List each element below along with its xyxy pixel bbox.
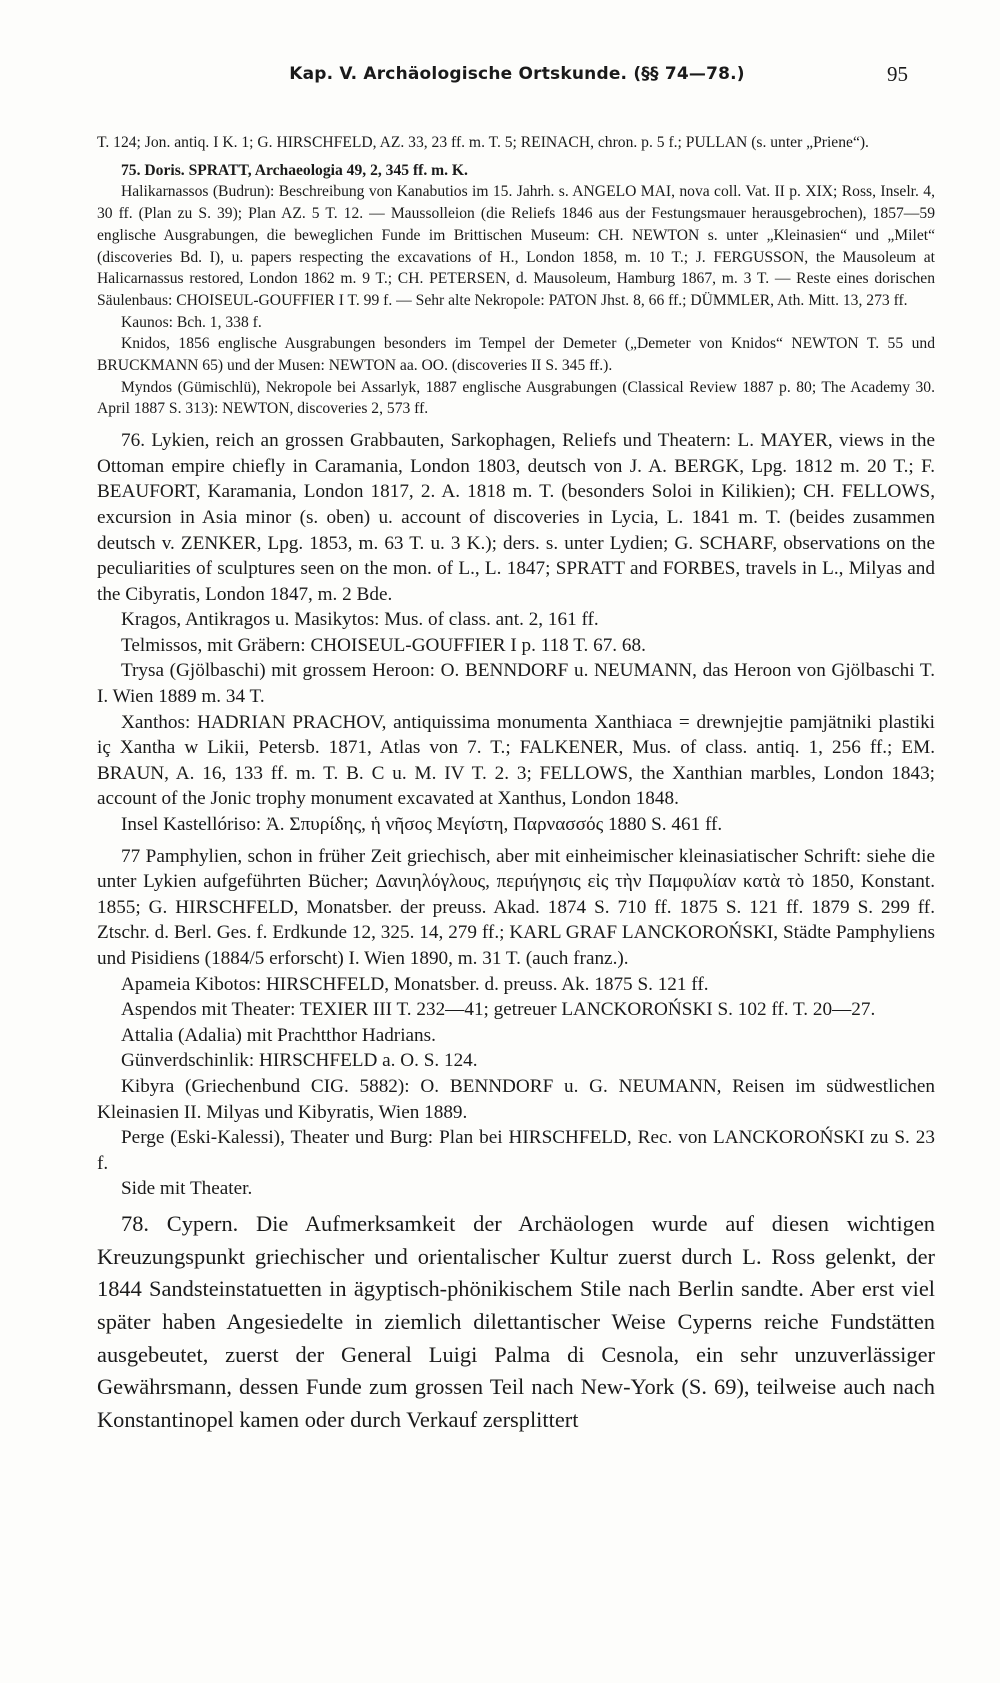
paragraph-kastelloriso: Insel Kastellóriso: Ἀ. Σπυρίδης, ἡ νῆσος Μεγίστη, Παρνασσός 1880 S. 461 ff.	[121, 814, 723, 836]
paragraph-telmissos: Telmissos, mit Gräbern: CHOISEUL-GOUFFIER I p. 118 T. 67. 68.	[121, 634, 646, 656]
running-title: Kap. V. Archäologische Ortskunde. (§§ 74—78.)	[289, 64, 745, 84]
page-number: 95	[887, 62, 908, 86]
paragraph-knidos: Knidos, 1856 englische Ausgrabungen besonders im Tempel der Demeter („Demeter von Knidos“ NEWTON T. 55 und BRUCKMANN 65) und der Musen: NEWTON aa. OO. (discoveries II S. 345 ff.).	[97, 335, 935, 375]
paragraph-myndos: Myndos (Gümischlü), Nekropole bei Assarlyk, 1887 englische Ausgrabungen (Classical Review 1887 p. 80; The Academy 30. April 1887 S. 313): NEWTON, discoveries 2, 573 ff.	[97, 378, 935, 418]
paragraph-side: Side mit Theater.	[121, 1178, 253, 1200]
section-heading-cypern: 78. Cypern. Die Aufmerksamkeit der Archäologen wurde auf diesen wichtigen Kreuzungspunkt griechischer und orientalischer Kultur zuerst durch L. Ross gelenkt, der 1844 Sandsteinstatuetten in ägyptisch-phönikischem Stile nach Berlin sandte. Aber erst viel später haben Angesiedelte in ziemlich dilettantischer Weise Cyperns reiche Fundstätten ausgebeutet, zuerst der General Luigi Palma di Cesnola, ein sehr unzuverlässiger Gewährsmann, dessen Funde zum grossen Teil nach New-York (S. 69), teilweise auch nach Konstantinopel kamen oder durch Verkauf zersplittert	[97, 1210, 935, 1433]
paragraph-kragos: Kragos, Antikragos u. Masikytos: Mus. of class. ant. 2, 161 ff.	[121, 609, 599, 631]
page-header	[126, 64, 908, 94]
paragraph-xanthos: Xanthos: HADRIAN PRACHOV, antiquissima monumenta Xanthiaca = drewnjejtie pamjätniki plastiki iç Xantha w Likii, Petersb. 1871, Atlas von 7. T.; FALKENER, Mus. of class. antiq. 1, 256 ff.; EM. BRAUN, A. 16, 133 ff. m. T. B. C u. M. IV T. 2. 3; FELLOWS, the Xanthian marbles, London 1843; account of the Jonic trophy monument excavated at Xanthus, London 1848.	[97, 711, 935, 810]
paragraph-halikarnassos: Halikarnassos (Budrun): Beschreibung von Kanabutios im 15. Jahrh. s. ANGELO MAI, nova coll. Vat. II p. XIX; Ross, Inselr. 4, 30 ff. (Plan zu S. 39); Plan AZ. 5 T. 12. — Maussolleion (die Reliefs 1846 aus der Festungsmauer herausgebrochen), 1857—59 englische Ausgrabungen, die beweglichen Funde im Brittischen Museum: CH. NEWTON s. unter „Kleinasien“ und „Milet“ (discoveries Bd. I), u. papers respecting the excavations of H., London 1858, m. 10 T.; J. FERGUSSON, the Mausoleum at Halicarnassus restored, London 1862 m. 9 T.; CH. PETERSEN, d. Mausoleum, Hamburg 1867, m. 3 T. — Reste eines dorischen Säulenbaus: CHOISEUL-GOUFFIER I T. 99 f. — Sehr alte Nekropole: PATON Jhst. 8, 66 ff.; DÜMMLER, Ath. Mitt. 13, 273 ff.	[97, 183, 935, 309]
paragraph-kaunos: Kaunos: Bch. 1, 338 f.	[121, 313, 262, 331]
paragraph-perge: Perge (Eski-Kalessi), Theater und Burg: Plan bei HIRSCHFELD, Rec. von LANCKOROŃSKI zu S. 23 f.	[97, 1127, 935, 1174]
section-heading-doris: 75. Doris. SPRATT, Archaeologia 49, 2, 345 ff. m. K.	[121, 161, 468, 179]
paragraph-guenverdschinlik: Günverdschinlik: HIRSCHFELD a. O. S. 124.	[121, 1050, 478, 1072]
paragraph-kibyra: Kibyra (Griechenbund CIG. 5882): O. BENNDORF u. G. NEUMANN, Reisen im südwestlichen Kleinasien II. Milyas und Kibyratis, Wien 1889.	[97, 1075, 935, 1123]
section-heading-lykien: 76. Lykien, reich an grossen Grabbauten, Sarkophagen, Reliefs und Theatern: L. MAYER, views in the Ottoman empire chiefly in Caramania, London 1803, deutsch von J. A. BERGK, Lpg. 1812 m. 20 T.; F. BEAUFORT, Karamania, London 1817, 2. A. 1818 m. T. (besonders Soloi in Kilikien); CH. FELLOWS, excursion in Asia minor (s. oben) u. account of discoveries in Lycia, L. 1841 m. T. (beides zusammen deutsch v. ZENKER, Lpg. 1853, m. 63 T. u. 3 K.); ders. s. unter Lydien; G. SCHARF, observations on the peculiarities of sculptures seen on the mon. of L., L. 1847; SPRATT and FORBES, travels in L., Milyas and the Cibyratis, London 1847, m. 2 Bde.	[97, 430, 935, 605]
paragraph-apameia: Apameia Kibotos: HIRSCHFELD, Monatsber. d. preuss. Ak. 1875 S. 121 ff.	[121, 973, 709, 995]
paragraph-aspendos: Aspendos mit Theater: TEXIER III T. 232—41; getreuer LANCKOROŃSKI S. 102 ff. T. 20—27.	[121, 999, 876, 1021]
page-body	[97, 132, 935, 1437]
section-heading-pamphylien: 77 Pamphylien, schon in früher Zeit griechisch, aber mit einheimischer kleinasiatischer Schrift: siehe die unter Lykien aufgeführten Bücher; Δανιηλόγλους, περιήγησις εἰς τὴν Παμφυλίαν κατὰ τὸ 1850, Konstant. 1855; G. HIRSCHFELD, Monatsber. der preuss. Akad. 1874 S. 710 ff. 1875 S. 121 ff. 1879 S. 299 ff. Ztschr. d. Berl. Ges. f. Erdkunde 12, 325. 14, 279 ff.; KARL GRAF LANCKOROŃSKI, Städte Pamphyliens und Pisidiens (1884/5 erforscht) I. Wien 1890, m. 31 T. (auch franz.).	[97, 845, 935, 970]
paragraph-attalia: Attalia (Adalia) mit Prachtthor Hadrians.	[121, 1024, 436, 1046]
paragraph-bibliography-continuation: T. 124; Jon. antiq. I K. 1; G. HIRSCHFELD, AZ. 33, 23 ff. m. T. 5; REINACH, chron. p. 5 f.; PULLAN (s. unter „Priene“).	[97, 134, 869, 151]
paragraph-trysa: Trysa (Gjölbaschi) mit grossem Heroon: O. BENNDORF u. NEUMANN, das Heroon von Gjölbaschi T. I. Wien 1889 m. 34 T.	[97, 660, 935, 708]
